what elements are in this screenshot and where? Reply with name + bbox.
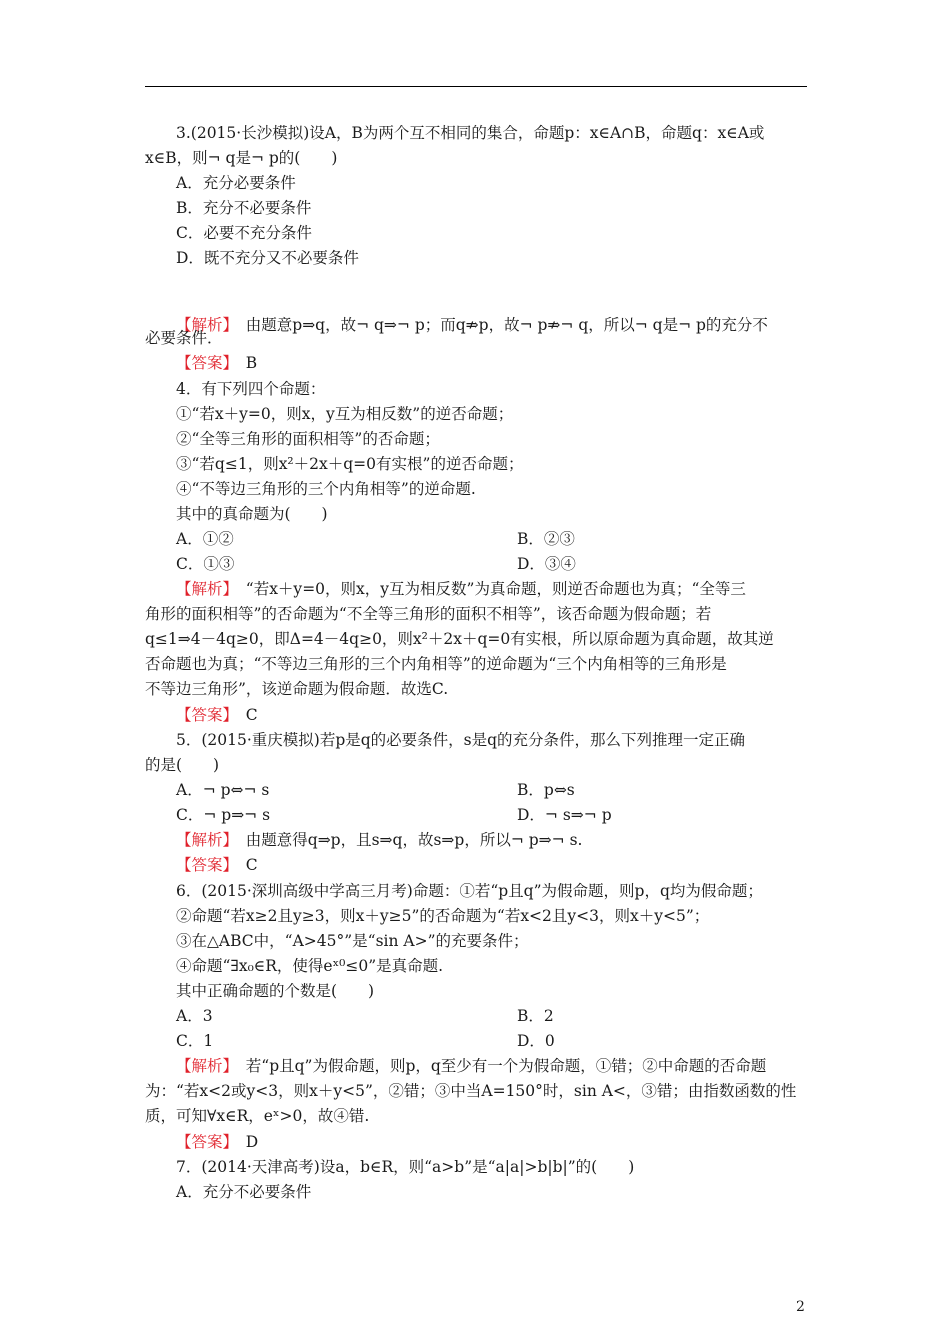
q6-option-a: A．3 (176, 1007, 213, 1025)
q6-analysis-text: 若“p且q”为假命题，则p，q至少有一个为假命题，①错；②中命题的否命题 (230, 1057, 767, 1075)
q4-analysis-line4: 否命题也为真；“不等边三角形的三个内角相等”的逆命题为“三个内角相等的三角形是 (145, 655, 727, 673)
q6-analysis-line3: 质，可知∀x∈R，eˣ>0，故④错. (145, 1107, 370, 1125)
q5-answer-value: C (230, 856, 258, 874)
q4-option-b: B．②③ (517, 530, 575, 548)
q5-options-row2 (145, 804, 807, 826)
q4-analysis-text: “若x＋y=0，则x，y互为相反数”为真命题，则逆否命题也为真；“全等三 (230, 580, 746, 598)
q3-option-b: B．充分不必要条件 (176, 199, 312, 217)
q5-option-d: D．¬ s⇒¬ p (517, 806, 612, 824)
q4-item-4: ④“不等边三角形的三个内角相等”的逆命题. (176, 480, 476, 498)
q5-answer (145, 854, 807, 876)
q4-analysis-line3: q≤1⇒4－4q≥0，即Δ=4－4q≥0，则x²＋2x＋q=0有实根，所以原命题为真命题，故其逆 (145, 630, 774, 648)
answer-tag: 【答案】 (176, 354, 231, 372)
q6-item-2: ②命题“若x≥2且y≥3，则x＋y≥5”的否命题为“若x<2且y<3，则x＋y<5”； (176, 907, 710, 925)
q6-option-d: D．0 (517, 1032, 555, 1050)
q7-option-a: A．充分不必要条件 (176, 1183, 312, 1201)
q4-stem: 4．有下列四个命题： (176, 380, 326, 398)
q3-option-a: A．充分必要条件 (176, 174, 296, 192)
q6-option-b: B．2 (517, 1007, 554, 1025)
q4-item-3: ③“若q≤1，则x²＋2x＋q=0有实根”的逆否命题； (176, 455, 524, 473)
q4-option-a: A．①② (176, 530, 234, 548)
page-number: 2 (796, 1299, 805, 1315)
answer-tag: 【答案】 (176, 706, 231, 724)
q6-analysis-line1 (145, 1055, 807, 1077)
analysis-tag: 【解析】 (176, 831, 231, 849)
q4-answer (145, 704, 807, 726)
q4-item-1: ①“若x＋y=0，则x，y互为相反数”的逆否命题； (176, 405, 514, 423)
q4-analysis-line5: 不等边三角形”，该逆命题为假命题．故选C. (145, 680, 449, 698)
q6-stem-line1: 6．(2015·深圳高级中学高三月考)命题：①若“p且q”为假命题，则p，q均为假命题； (176, 882, 763, 900)
q6-option-c: C．1 (176, 1032, 214, 1050)
q5-analysis-line1 (145, 829, 807, 851)
q3-stem-line1: 3.(2015·长沙模拟)设A，B为两个互不相同的集合，命题p：x∈A∩B，命题q：x∈A或 (176, 124, 765, 142)
q6-item-3: ③在△ABC中，“A>45°”是“sin A>”的充要条件； (176, 932, 529, 950)
q4-prompt: 其中的真命题为( ) (176, 505, 328, 523)
q5-stem-line1: 5．(2015·重庆模拟)若p是q的必要条件，s是q的充分条件，那么下列推理一定正确 (176, 731, 746, 749)
q4-analysis-line1 (145, 578, 807, 600)
q7-stem: 7．(2014·天津高考)设a，b∈R，则“a>b”是“a|a|>b|b|”的( ) (176, 1158, 635, 1176)
q4-options-row1 (145, 528, 807, 550)
q6-answer (145, 1131, 807, 1153)
q4-options-row2 (145, 553, 807, 575)
answer-tag: 【答案】 (176, 1133, 231, 1151)
q4-option-d: D．③④ (517, 555, 576, 573)
q5-option-c: C．¬ p⇒¬ s (176, 806, 271, 824)
q6-analysis-line2: 为：“若x<2或y<3，则x＋y<5”，②错；③中当A=150°时，sin A<，③错；由指数函数的性 (145, 1082, 797, 1100)
q6-options-row1 (145, 1005, 807, 1027)
q3-analysis-text: 由题意p⇒q，故¬ q⇒¬ p；而q⇏p，故¬ p⇏¬ q，所以¬ q是¬ p的充分不 (230, 316, 768, 334)
analysis-tag: 【解析】 (176, 1057, 231, 1075)
analysis-tag: 【解析】 (176, 580, 231, 598)
q3-answer-value: B (230, 354, 258, 372)
q6-options-row2 (145, 1030, 807, 1052)
q6-answer-value: D (230, 1133, 259, 1151)
q4-answer-value: C (230, 706, 258, 724)
q5-option-a: A．¬ p⇔¬ s (176, 781, 270, 799)
q6-item-4: ④命题“∃x₀∈R，使得eˣ⁰≤0”是真命题. (176, 957, 444, 975)
q3-option-d: D．既不充分又不必要条件 (176, 249, 359, 267)
analysis-tag: 【解析】 (176, 316, 231, 334)
q4-option-c: C．①③ (176, 555, 235, 573)
q5-option-b: B．p⇔s (517, 781, 575, 799)
q4-item-2: ②“全等三角形的面积相等”的否命题； (176, 430, 440, 448)
q5-analysis-text: 由题意得q⇒p，且s⇒q，故s⇒p，所以¬ p⇒¬ s. (230, 831, 583, 849)
q4-analysis-line2: 角形的面积相等”的否命题为“不全等三角形的面积不相等”，该否命题为假命题；若 (145, 605, 712, 623)
q3-stem-line2: x∈B，则¬ q是¬ p的( ) (145, 149, 338, 167)
q6-prompt: 其中正确命题的个数是( ) (176, 982, 375, 1000)
q3-analysis-line2: 必要条件． (145, 329, 223, 347)
q3-option-c: C．必要不充分条件 (176, 224, 312, 242)
q5-stem-line2: 的是( ) (145, 756, 220, 774)
answer-tag: 【答案】 (176, 856, 231, 874)
header-rule (145, 86, 807, 87)
q3-answer (145, 352, 807, 374)
q5-options-row1 (145, 779, 807, 801)
